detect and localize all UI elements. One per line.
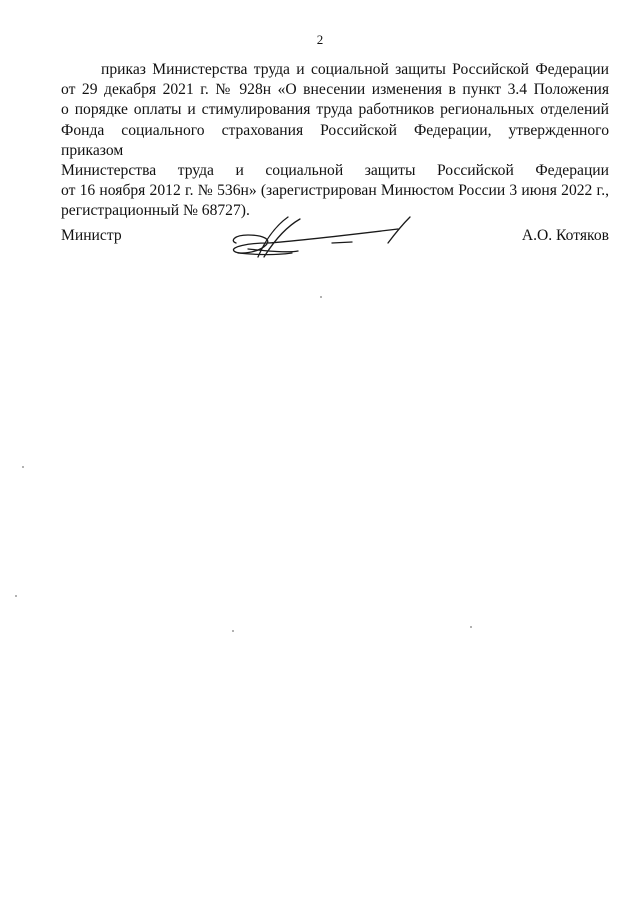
scan-speck: [470, 626, 472, 628]
scan-speck: [232, 630, 234, 632]
signatory-name: А.О. Котяков: [521, 227, 609, 244]
body-line: от 29 декабря 2021 г. № 928н «О внесении изменения в пункт 3.4 Положения: [61, 81, 609, 99]
body-line: приказ Министерства труда и социальной защиты Российской Федерации: [101, 61, 609, 78]
scan-speck: [320, 296, 322, 298]
body-line: Министерства труда и социальной защиты Российской Федерации: [61, 162, 609, 180]
body-line: регистрационный № 68727).: [61, 202, 250, 220]
body-line: Фонда социального страхования Российской Федерации, утвержденного приказом: [61, 121, 609, 159]
handwritten-signature: [228, 213, 418, 263]
scan-speck: [15, 595, 17, 597]
scan-speck: [22, 466, 24, 468]
signatory-title: Министр: [61, 227, 122, 244]
body-line: о порядке оплаты и стимулирования труда работников региональных отделений: [61, 101, 609, 119]
body-line: от 16 ноября 2012 г. № 536н» (зарегистрирован Минюстом России 3 июня 2022 г.,: [61, 182, 609, 200]
body-paragraph: [61, 60, 609, 222]
page-number: 2: [316, 32, 324, 47]
